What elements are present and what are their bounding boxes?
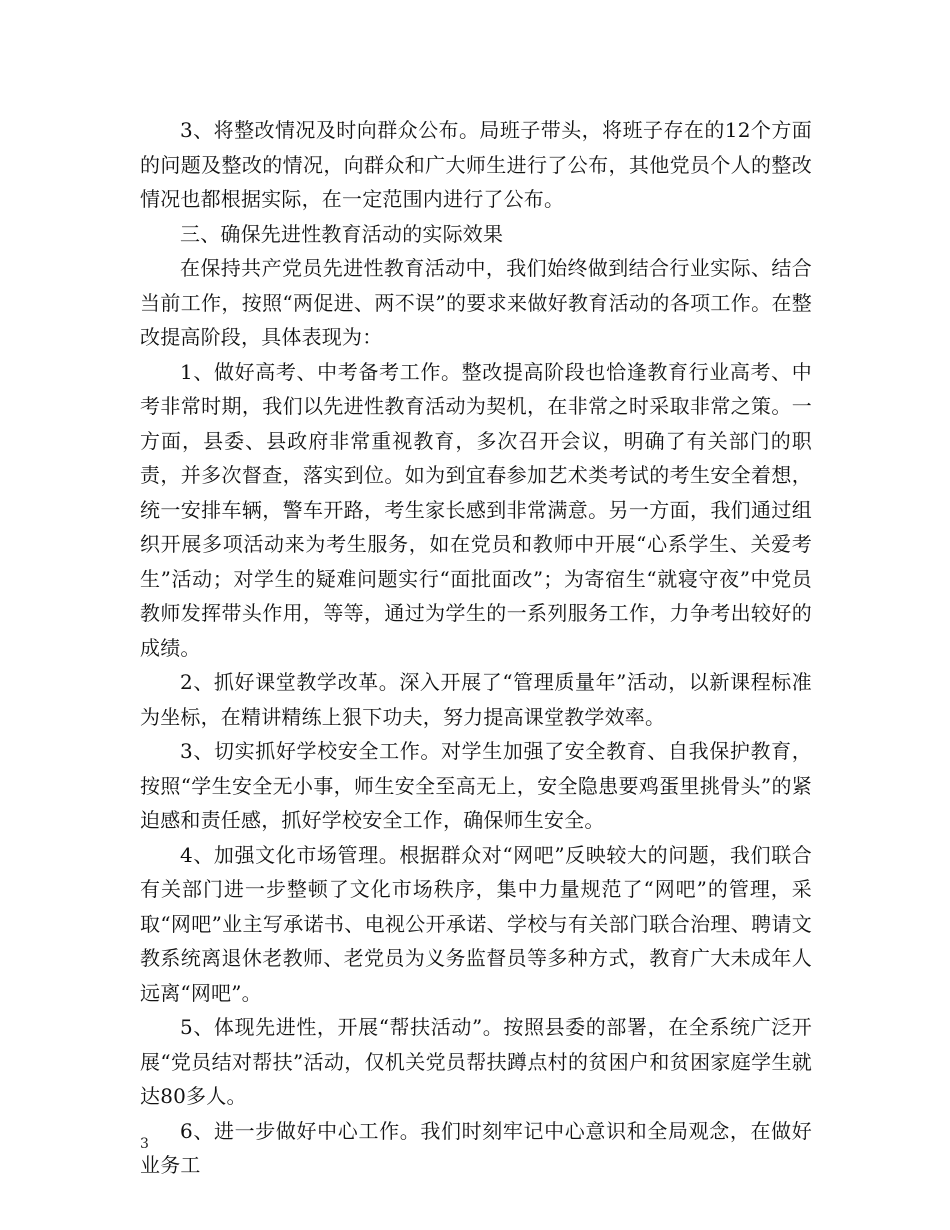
- paragraph-assistance-activity: 5、体现先进性，开展“帮扶活动”。按照县委的部署，在全系统广泛开展“党员结对帮扶”活动，仅机关党员帮扶蹲点村的贫困户和贫困家庭学生就达80多人。: [140, 1015, 812, 1108]
- paragraph-school-safety: 3、切实抓好学校安全工作。对学生加强了安全教育、自我保护教育，按照“学生安全无小事，师生安全至高无上，安全隐患要鸡蛋里挑骨头”的紧迫感和责任感，抓好学校安全工作，确保师生安全。: [140, 739, 812, 832]
- paragraph-classroom-reform: 2、抓好课堂教学改革。深入开展了“管理质量年”活动，以新课程标准为坐标，在精讲精练上狠下功夫，努力提高课堂教学效率。: [140, 670, 812, 729]
- page-number: 3: [140, 1136, 149, 1152]
- paragraph-exam-preparation: 1、做好高考、中考备考工作。整改提高阶段也恰逢教育行业高考、中考非常时期，我们以先进性教育活动为契机，在非常之时采取非常之策。一方面，县委、县政府非常重视教育，多次召开会议，明确了有关部门的职责，并多次督查，落实到位。如为到宜春参加艺术类考试的考生安全着想，统一安排车辆，警车开路，考生家长感到非常满意。另一方面，我们通过组织开展多项活动来为考生服务，如在党员和教师中开展“心系学生、关爱考生”活动；对学生的疑难问题实行“面批面改”；为寄宿生“就寝守夜”中党员教师发挥带头作用，等等，通过为学生的一系列服务工作，力争考出较好的成绩。: [140, 359, 812, 660]
- paragraph-public-announcement: 3、将整改情况及时向群众公布。局班子带头，将班子存在的12个方面的问题及整改的情况，向群众和广大师生进行了公布，其他党员个人的整改情况也都根据实际，在一定范围内进行了公布。: [140, 118, 812, 211]
- paragraph-intro: 在保持共产党员先进性教育活动中，我们始终做到结合行业实际、结合当前工作，按照“两促进、两不误”的要求来做好教育活动的各项工作。在整改提高阶段，具体表现为：: [140, 256, 812, 349]
- section-heading-three: 三、确保先进性教育活动的实际效果: [180, 221, 504, 246]
- paragraph-culture-market: 4、加强文化市场管理。根据群众对“网吧”反映较大的问题，我们联合有关部门进一步整顿了文化市场秩序，集中力量规范了“网吧”的管理，采取“网吧”业主写承诺书、电视公开承诺、学校与有关部门联合治理、聘请文教系统离退休老教师、老党员为义务监督员等多种方式，教育广大未成年人远离“网吧”。: [140, 842, 812, 1005]
- paragraph-central-work: 6、进一步做好中心工作。我们时刻牢记中心意识和全局观念，在做好业务工: [140, 1118, 812, 1177]
- document-body: [140, 113, 812, 1183]
